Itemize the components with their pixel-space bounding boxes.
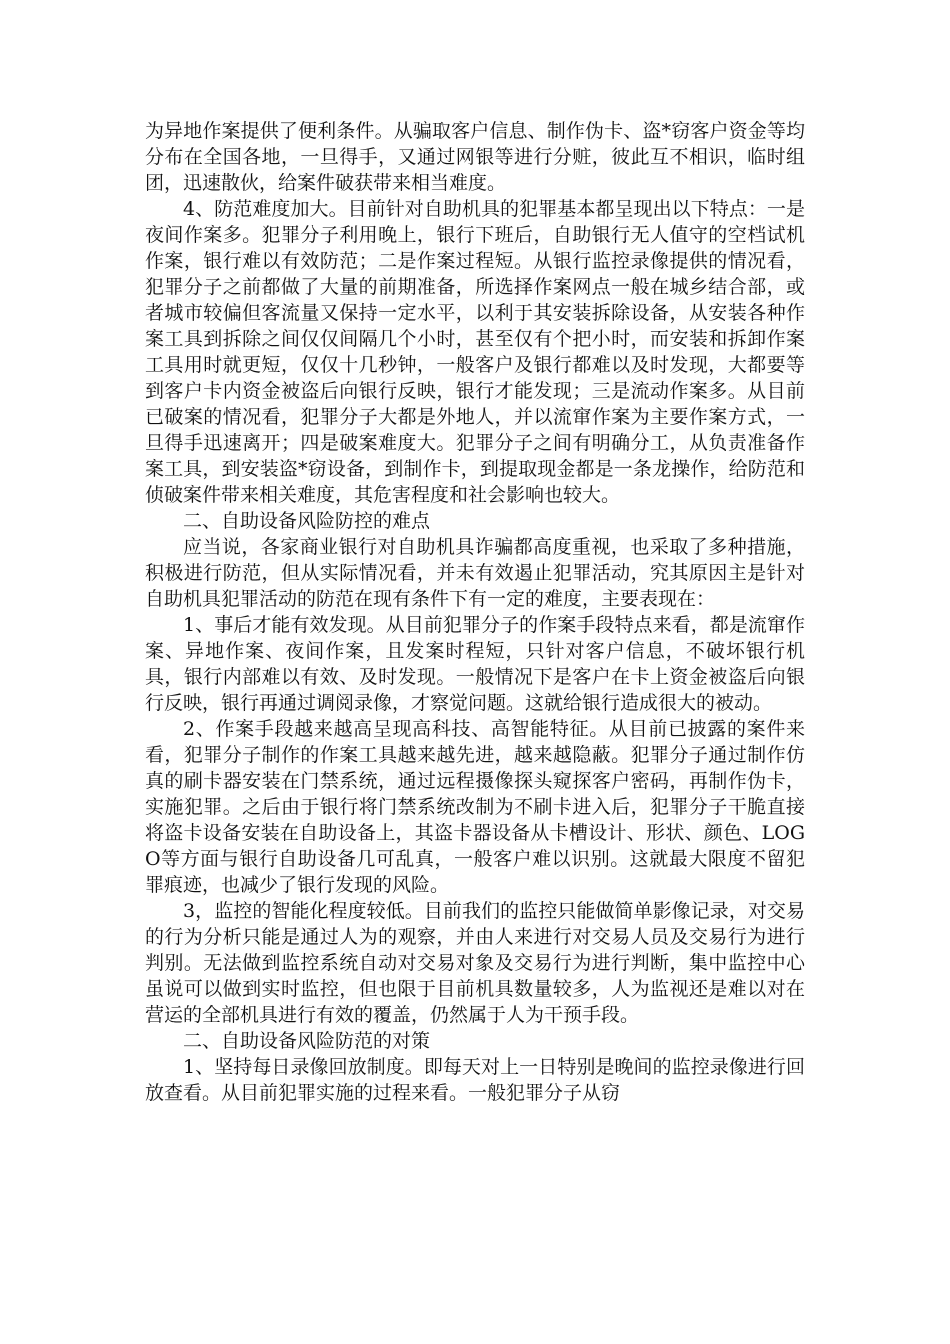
paragraph-7: 1、坚持每日录像回放制度。即每天对上一日特别是晚间的监控录像进行回放查看。从目前犯罪实施的过程来看。一般犯罪分子从窃 <box>145 1056 805 1104</box>
paragraph-5: 2、作案手段越来越高呈现高科技、高智能特征。从目前已披露的案件来看，犯罪分子制作的作案工具越来越先进，越来越隐蔽。犯罪分子通过制作仿真的刷卡器安装在门禁系统，通过远程摄像探头窥探客户密码，再制作伪卡，实施犯罪。之后由于银行将门禁系统改制为不刷卡进入后，犯罪分子干脆直接将盗卡设备安装在自助设备上，其盗卡器设备从卡槽设计、形状、颜色、LOGO等方面与银行自助设备几可乱真，一般客户难以识别。这就最大限度不留犯罪痕迹，也减少了银行发现的风险。 <box>145 718 805 896</box>
section-heading-difficulties: 二、自助设备风险防控的难点 <box>183 510 431 532</box>
document-page <box>145 118 805 1106</box>
paragraph-3: 应当说，各家商业银行对自助机具诈骗都高度重视，也采取了多种措施，积极进行防范，但从实际情况看，并未有效遏止犯罪活动，究其原因主是针对自助机具犯罪活动的防范在现有条件下有一定的难度，主要表现在： <box>145 536 805 610</box>
paragraph-2: 4、防范难度加大。目前针对自助机具的犯罪基本都呈现出以下特点：一是夜间作案多。犯罪分子利用晚上，银行下班后，自助银行无人值守的空档试机作案，银行难以有效防范；二是作案过程短。从银行监控录像提供的情况看，犯罪分子之前都做了大量的前期准备，所选择作案网点一般在城乡结合部，或者城市较偏但客流量又保持一定水平，以利于其安装拆除设备，从安装各种作案工具到拆除之间仅仅间隔几个小时，甚至仅有个把小时，而安装和拆卸作案工具用时就更短，仅仅十几秒钟，一般客户及银行都难以及时发现，大都要等到客户卡内资金被盗后向银行反映，银行才能发现；三是流动作案多。从目前已破案的情况看，犯罪分子大都是外地人，并以流窜作案为主要作案方式，一旦得手迅速离开；四是破案难度大。犯罪分子之间有明确分工，从负责准备作案工具，到安装盗*窃设备，到制作卡，到提取现金都是一条龙操作，给防范和侦破案件带来相关难度，其危害程度和社会影响也较大。 <box>145 198 805 506</box>
section-heading-countermeasures: 二、自助设备风险防范的对策 <box>183 1030 431 1052</box>
paragraph-6: 3，监控的智能化程度较低。目前我们的监控只能做简单影像记录，对交易的行为分析只能是通过人为的观察，并由人来进行对交易人员及交易行为进行判别。无法做到监控系统自动对交易对象及交易行为进行判断，集中监控中心虽说可以做到实时监控，但也限于目前机具数量较多，人为监视还是难以对在营运的全部机具进行有效的覆盖，仍然属于人为干预手段。 <box>145 900 805 1026</box>
paragraph-1: 为异地作案提供了便利条件。从骗取客户信息、制作伪卡、盗*窃客户资金等均分布在全国各地，一旦得手，又通过网银等进行分赃，彼此互不相识，临时组团，迅速散伙，给案件破获带来相当难度。 <box>145 120 805 194</box>
paragraph-4: 1、事后才能有效发现。从目前犯罪分子的作案手段特点来看，都是流窜作案、异地作案、夜间作案，且发案时程短，只针对客户信息，不破坏银行机具，银行内部难以有效、及时发现。一般情况下是客户在卡上资金被盗后向银行反映，银行再通过调阅录像，才察觉问题。这就给银行造成很大的被动。 <box>145 614 805 714</box>
